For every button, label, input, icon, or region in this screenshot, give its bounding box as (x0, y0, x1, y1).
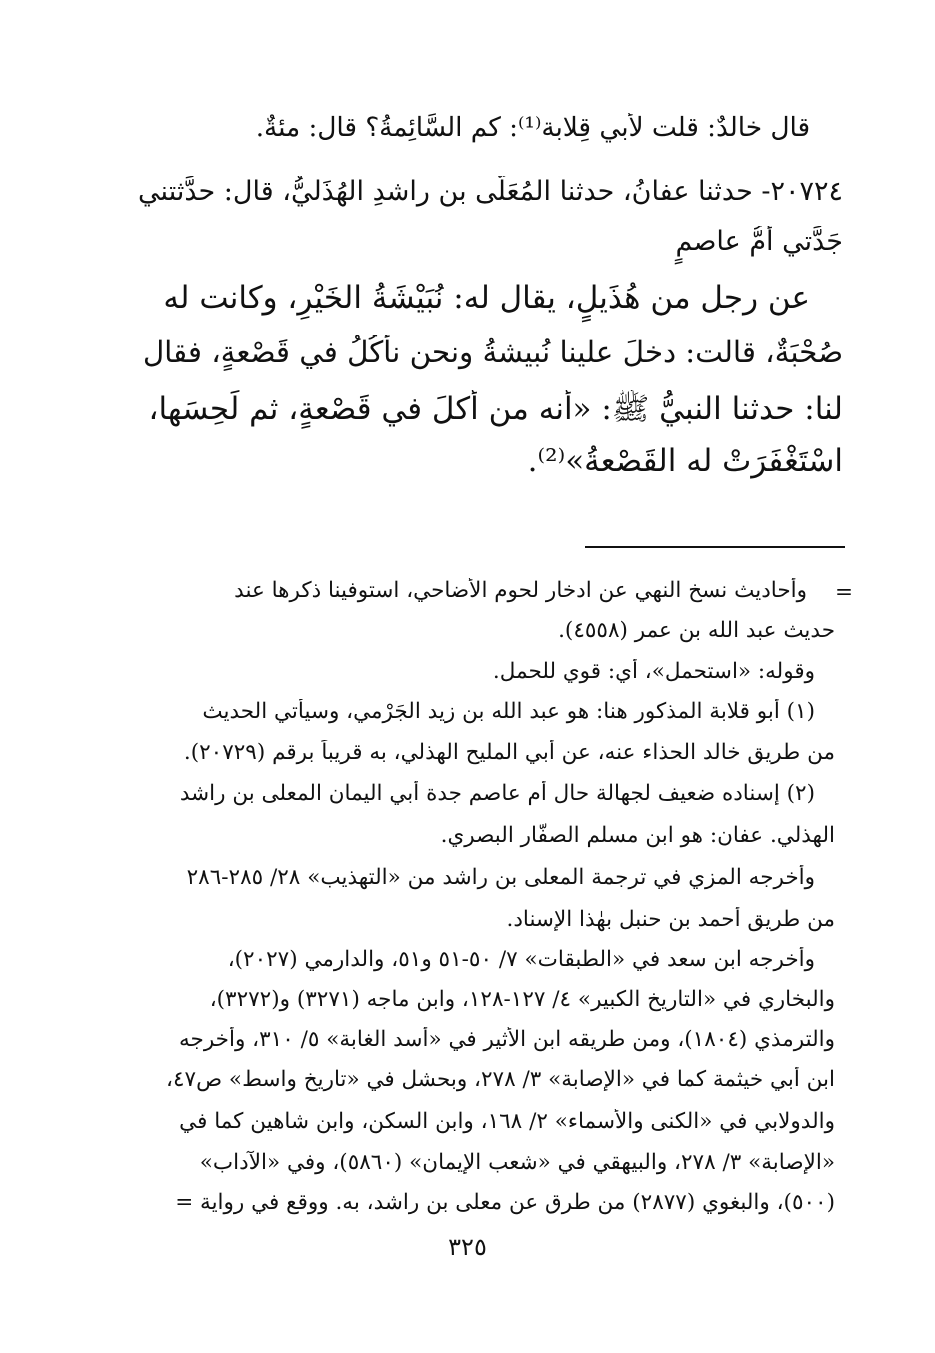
footnote-line: والبخاري في «التاريخ الكبير» ٤/ ١٢٧-١٢٨، وابن ماجه (٣٢٧١) و(٣٢٧٢)، (209, 987, 835, 1012)
page-number: ٣٢٥ (448, 1233, 487, 1261)
footnote-line: (١) أبو قلابة المذكور هنا: هو عبد الله بن زيد الجَرْمي، وسيأتي الحديث (202, 699, 815, 724)
hadith-matn-line: عن رجل من هُذَيلٍ، يقال له: نُبَيْشَةُ الخَيْرِ، وكانت له (163, 280, 810, 316)
continuation-marker: = (835, 580, 854, 605)
footnote-line: وأخرجه المزي في ترجمة المعلى بن راشد من «التهذيب» ٢٨/ ٢٨٥-٢٨٦ (186, 865, 815, 890)
footnote-line: وأحاديث نسخ النهي عن ادخار لحوم الأضاحي، استوفينا ذكرها عند (234, 578, 807, 603)
footnote-line: حديث عبد الله بن عمر (٤٥٥٨). (558, 618, 835, 643)
footnote-line: (٥٠٠)، والبغوي (٢٨٧٧) من طرق عن معلى بن راشد، به. ووقع في رواية = (175, 1190, 835, 1215)
footnote-line: من طريق خالد الحذاء عنه، عن أبي المليح الهذلي، به قريباً برقم (٢٠٧٢٩). (183, 740, 835, 765)
footnote-line: وأخرجه ابن سعد في «الطبقات» ٧/ ٥٠-٥١ و٥١، والدارمي (٢٠٢٧)، (227, 947, 815, 972)
hadith-isnad-line: جَدَّتي أُمُّ عاصمٍ (675, 226, 843, 257)
footnote-line: ابن أبي خيثمة كما في «الإصابة» ٣/ ٢٧٨، وبحشل في «تاريخ واسط» ص٤٧، (166, 1067, 835, 1092)
hadith-matn-line: صُحْبَةٌ، قالت: دخلَ علينا نُبيشةُ ونحن نأكُلُ في قَصْعةٍ، فقال (142, 335, 843, 369)
footnote-line: «الإصابة» ٣/ ٢٧٨، والبيهقي في «شعب الإيمان» (٥٨٦٠)، وفي «الآداب» (199, 1150, 835, 1175)
footnote-line: (٢) إسناده ضعيف لجهالة حال أم عاصم جدة أبي اليمان المعلى بن راشد (179, 781, 815, 806)
footnote-line: والترمذي (١٨٠٤)، ومن طريقه ابن الأثير في «أسد الغابة» ٥/ ٣١٠، وأخرجه (179, 1027, 835, 1052)
footnote-line: وقوله: «استحمل»، أي: قوي للحمل. (492, 659, 815, 684)
hadith-matn-line: لنا: حدثنا النبيُّ ﷺ: «أنه من أكلَ في قَصْعةٍ، ثم لَحِسَها، (148, 391, 843, 427)
hadith-matn-line: اسْتَغْفَرَتْ له القَصْعةُ»⁽²⁾. (527, 443, 843, 479)
footnote-line: من طريق أحمد بن حنبل بهٰذا الإسناد. (506, 907, 835, 932)
narration-line: قال خالدٌ: قلت لأبي قِلابة⁽¹⁾: كم السَّائِمةُ؟ قال: مئةٌ. (255, 113, 810, 143)
hadith-isnad-line: ٢٠٧٢٤- حدثنا عفانُ، حدثنا المُعَلَّى بن راشدِ الهُذَليُّ، قال: حدَّثتني (138, 176, 843, 207)
footnote-line: الهذلي. عفان: هو ابن مسلم الصفَّار البصري. (440, 823, 835, 848)
footnote-separator (585, 546, 845, 548)
footnote-line: والدولابي في «الكنى والأسماء» ٢/ ١٦٨، وابن السكن، وابن شاهين كما في (179, 1109, 835, 1134)
